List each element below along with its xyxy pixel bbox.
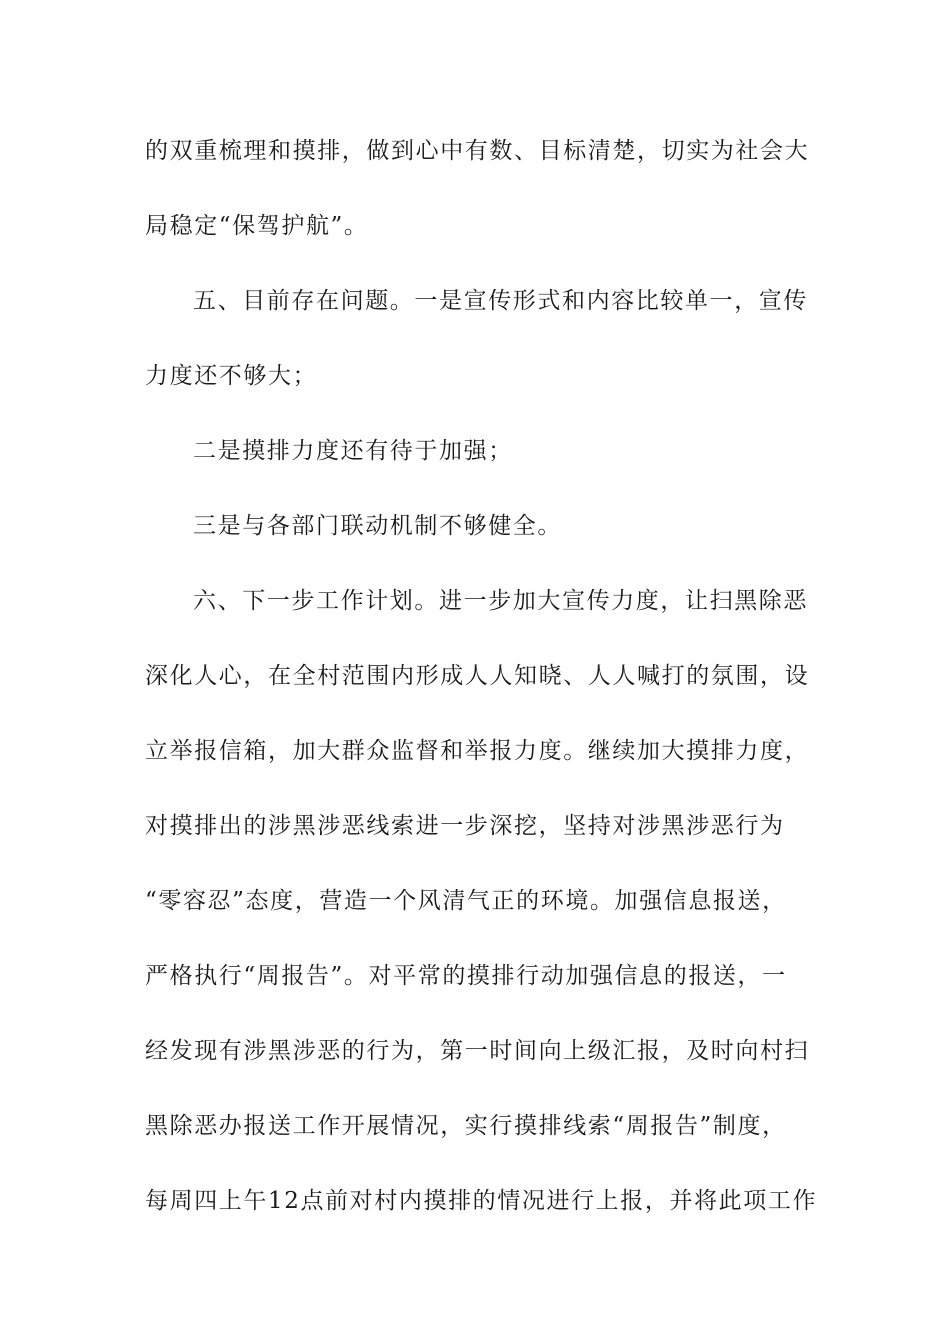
text-line-1: 的双重梳理和摸排，做到心中有数、目标清楚，切实为社会大	[145, 138, 810, 164]
text-line-10: 对摸排出的涉黑涉恶线索进一步深挖，坚持对涉黑涉恶行为	[145, 813, 785, 839]
text-line-14: 黑除恶办报送工作开展情况，实行摸排线索“周报告”制度，	[145, 1113, 787, 1139]
text-line-9: 立举报信箱，加大群众监督和举报力度。继续加大摸排力度，	[145, 738, 810, 764]
text-line-5: 二是摸排力度还有待于加强；	[193, 438, 513, 464]
text-line-8: 深化人心，在全村范围内形成人人知晓、人人喊打的氛围，设	[145, 663, 810, 689]
text-line-2: 局稳定“保驾护航”。	[145, 213, 369, 239]
text-line-15: 每周四上午12点前对村内摸排的情况进行上报，并将此项工作	[145, 1188, 818, 1214]
text-line-12: 严格执行“周报告”。对平常的摸排行动加强信息的报送，一	[145, 963, 787, 989]
text-line-7: 六、下一步工作计划。进一步加大宣传力度，让扫黑除恶	[193, 588, 808, 614]
text-line-13: 经发现有涉黑涉恶的行为，第一时间向上级汇报，及时向村扫	[145, 1038, 810, 1064]
text-line-11: “零容忍”态度，营造一个风清气正的环境。加强信息报送，	[145, 888, 787, 914]
text-line-4: 力度还不够大；	[145, 363, 318, 389]
text-line-6: 三是与各部门联动机制不够健全。	[193, 513, 562, 539]
text-line-3: 五、目前存在问题。一是宣传形式和内容比较单一，宣传	[193, 288, 808, 314]
